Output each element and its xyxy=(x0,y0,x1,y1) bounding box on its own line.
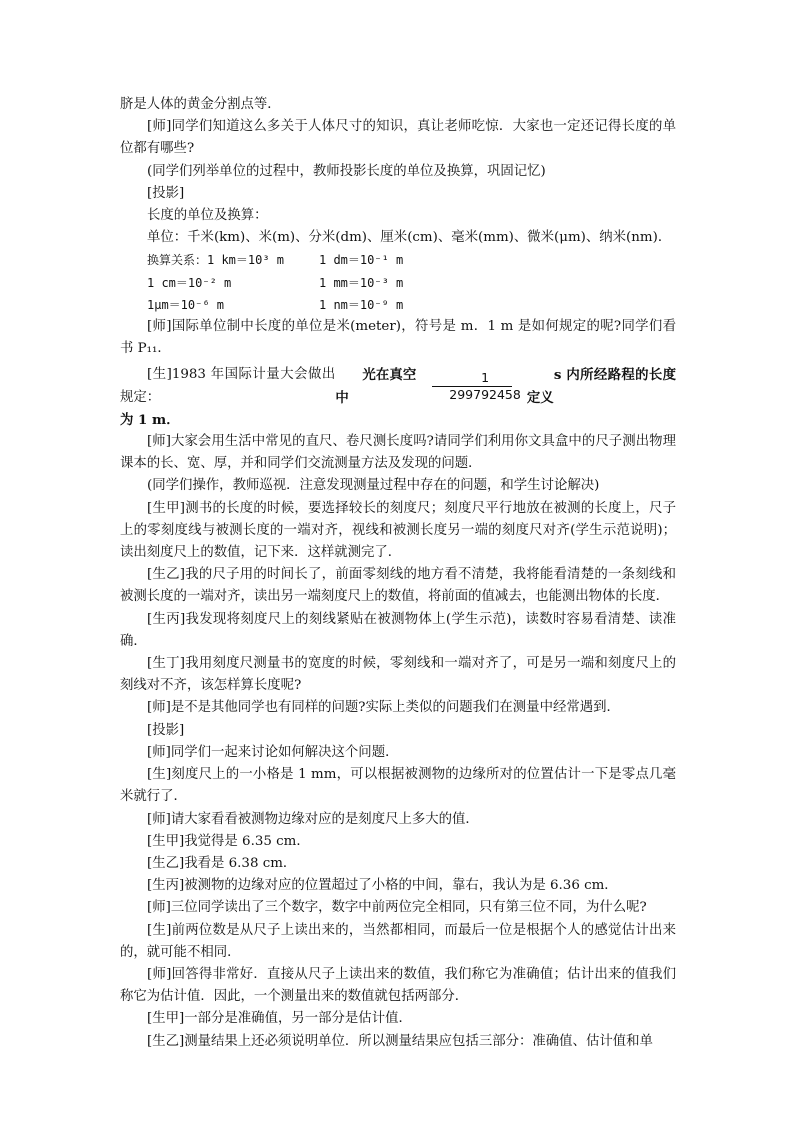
fraction-numerator: 1 xyxy=(481,370,490,386)
fraction xyxy=(422,370,521,403)
teacher-paragraph: [师]请大家看看被测物边缘对应的是刻度尺上多大的值． xyxy=(147,811,479,827)
note-paragraph: (同学们操作，教师巡视．注意发现测量过程中存在的问题，和学生讨论解决) xyxy=(147,478,600,494)
teacher-paragraph: [师]是不是其他同学也有同样的问题?实际上类似的问题我们在测量中经常遇到． xyxy=(147,700,620,716)
units-heading: 长度的单位及换算： xyxy=(147,208,268,224)
definition-bold-a: 光在真空中 xyxy=(335,367,417,406)
conversion-um: 1μm＝10⁻⁶ m xyxy=(147,297,225,312)
definition-end: 为 1 m． xyxy=(120,411,180,428)
conversion-km: 换算关系：1 km＝10³ m xyxy=(147,253,285,268)
student-paragraph: [生乙]我的尺子用的时间长了，前面零刻线的地方看不清楚，我将能看清楚的一条刻线和被测长度的一端对齐，读出另一端刻度尺上的数值，将前面的值减去，也能测出物体的长度． xyxy=(120,567,676,605)
conversion-mm: 1 mm＝10⁻³ m xyxy=(319,275,404,290)
student-paragraph: [生丁]我用刻度尺测量书的宽度的时候，零刻线和一端对齐了，可是另一端和刻度尺上的刻线对不齐，该怎样算长度呢? xyxy=(120,656,676,694)
definition-line xyxy=(120,364,676,408)
student-paragraph: [生丙]被测物的边缘对应的位置超过了小格的中间，靠右，我认为是 6.36 cm． xyxy=(147,878,618,894)
conversion-dm: 1 dm＝10⁻¹ m xyxy=(319,253,404,268)
student-paragraph: [生]刻度尺上的一小格是 1 mm，可以根据被测物的边缘所对的位置估计一下是零点几毫米就行了． xyxy=(120,767,676,805)
projection-label: [投影] xyxy=(147,722,185,738)
conversion-cm: 1 cm＝10⁻² m xyxy=(147,275,232,290)
teacher-paragraph: [师]三位同学读出了三个数字，数字中前两位完全相同，只有第三位不同，为什么呢? xyxy=(147,900,647,916)
student-paragraph: [生甲]一部分是准确值，另一部分是估计值． xyxy=(147,1011,412,1027)
student-paragraph: [生甲]测书的长度的时候，要选择较长的刻度尺；刻度尺平行地放在被测的长度上，尺子上的零刻度线与被测长度的一端对齐，视线和被测长度另一端的刻度尺对齐(学生示范说明)；读出刻度尺上的数值，记下来．这样就测完了． xyxy=(120,500,676,561)
document-page xyxy=(120,94,676,1053)
teacher-paragraph: [师]大家会用生活中常见的直尺、卷尺测长度吗?请同学们利用你文具盒中的尺子测出物理课本的长、宽、厚，并和同学们交流测量方法及发现的问题． xyxy=(120,434,676,472)
conversion-row xyxy=(120,294,676,316)
note-paragraph: (同学们列举单位的过程中，教师投影长度的单位及换算，巩固记忆) xyxy=(147,163,546,179)
student-paragraph: [生甲]我觉得是 6.35 cm． xyxy=(147,833,310,849)
fraction-denominator: 299792458 xyxy=(449,387,521,403)
teacher-paragraph: [师]回答得非常好．直接从尺子上读出来的数值，我们称它为准确值；估计出来的值我们称它为估计值．因此，一个测量出来的数值就包括两部分． xyxy=(120,966,676,1005)
conversion-row xyxy=(120,249,676,271)
definition-bold-b: s 内所经路程的长度定义 xyxy=(526,367,676,406)
conversion-nm: 1 nm＝10⁻⁹ m xyxy=(319,297,404,312)
teacher-paragraph: [师]同学们一起来讨论如何解决这个问题． xyxy=(147,744,399,760)
text-line: 脐是人体的黄金分割点等． xyxy=(120,97,281,112)
conversion-row xyxy=(120,272,676,294)
projection-label: [投影] xyxy=(147,185,185,201)
teacher-paragraph: [师]同学们知道这么多关于人体尺寸的知识，真让老师吃惊．大家也一定还记得长度的单位都有哪些? xyxy=(120,119,676,157)
units-list: 单位：千米(km)、米(m)、分米(dm)、厘米(cm)、毫米(mm)、微米(μm)、纳米(nm)． xyxy=(147,230,672,246)
student-paragraph: [生乙]测量结果上还必须说明单位．所以测量结果应包括三部分：准确值、估计值和单 xyxy=(147,1033,653,1049)
student-paragraph: [生丙]我发现将刻度尺上的刻线紧贴在被测物体上(学生示范)，读数时容易看清楚、读准确． xyxy=(120,611,676,649)
definition-prefix: [生]1983 年国际计量大会做出规定： xyxy=(120,367,336,405)
student-paragraph: [生乙]我看是 6.38 cm． xyxy=(147,855,297,871)
student-paragraph: [生]前两位数是从尺子上读出来的，当然都相同，而最后一位是根据个人的感觉估计出来的，就可能不相同． xyxy=(120,922,676,960)
teacher-paragraph: [师]国际单位制中长度的单位是米(meter)，符号是 m．1 m 是如何规定的呢?同学们看书 P₁₁． xyxy=(120,319,676,357)
